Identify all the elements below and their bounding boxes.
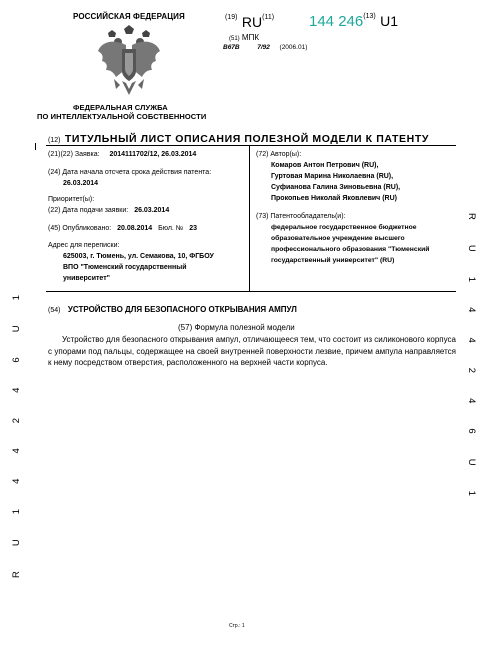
application-value: 2014111702/12, 26.03.2014 [109,151,197,158]
bulletin-label: Бюл. № [158,225,184,232]
filing-label: (22) Дата подачи заявки: [48,207,129,214]
owner-label: (73) Патентообладатель(и): [256,213,346,220]
table-bottom-rule [46,291,456,292]
agency-line-1: ФЕДЕРАЛЬНАЯ СЛУЖБА [73,103,168,112]
page-number: Стр.: 1 [229,623,245,629]
patent-id-line [225,14,274,32]
kind-code: U1 [380,13,399,29]
application-row [48,151,196,158]
ipc-group: 7/92 [257,44,270,51]
code-54: (54) [48,307,61,314]
mpk-label: МПК [241,33,259,42]
author-3: Суфианова Галина Зиновьевна (RU), [271,184,401,191]
patent-number-line [309,13,398,31]
document-title: ТИТУЛЬНЫЙ ЛИСТ ОПИСАНИЯ ПОЛЕЗНОЙ МОДЕЛИ К ПАТЕНТУ [64,133,429,145]
filing-value: 26.03.2014 [134,207,170,214]
invention-title: УСТРОЙСТВО ДЛЯ БЕЗОПАСНОГО ОТКРЫВАНИЯ АМПУЛ [67,305,297,314]
publication-value: 20.08.2014 [117,225,153,232]
ipc-edition: (2006.01) [279,44,308,51]
side-label-right: R U 1 4 4 2 4 6 U 1 [466,213,477,508]
owner-line-3: профессионального образования "Тюменский [271,246,430,253]
owner-line-4: государственный университет" (RU) [271,257,395,264]
formula-heading: (57) Формула полезной модели [178,323,295,332]
coat-of-arms-icon [96,25,162,99]
address-label: Адрес для переписки: [48,242,120,249]
term-label: (24) Дата начала отсчета срока действия патента: [48,169,212,176]
invention-title-row [48,299,297,317]
table-divider [249,145,250,291]
author-4: Прокопьев Николай Яковлевич (RU) [271,195,397,202]
formula-text-block [48,334,456,369]
ipc-class: B67B [223,44,240,51]
publication-label: (45) Опубликовано: [48,225,112,232]
code-19: (19) [225,14,238,21]
priority-label: Приоритет(ы): [48,196,95,203]
table-top-rule [46,145,456,146]
code-51: (51) [229,36,240,42]
filing-row [48,207,169,214]
country-code: RU [241,14,263,30]
author-2: Гуртовая Марина Николаевна (RU), [271,173,394,180]
agency-line-2: ПО ИНТЕЛЛЕКТУАЛЬНОЙ СОБСТВЕННОСТИ [37,112,207,121]
mpk-line [229,33,259,42]
country-name: РОССИЙСКАЯ ФЕДЕРАЦИЯ [73,12,185,21]
application-label: (21)(22) Заявка: [48,151,100,158]
authors-label: (72) Автор(ы): [256,151,302,158]
author-1: Комаров Антон Петрович (RU), [271,162,379,169]
address-line-1: 625003, г. Тюмень, ул. Семакова, 10, ФГБОУ [63,253,214,260]
owner-line-2: образовательное учреждение высшего [271,235,405,242]
formula-text: Устройство для безопасного открывания ампул, отличающееся тем, что состоит из силиконового корпуса с упорами под пальцы, содержащее на своей внутренней поверхности лезвие, причем ампула направляется к нему посредством отверстия, расположенного на верхней части корпуса. [48,335,456,368]
side-label-left: R U 1 4 4 2 4 6 U 1 [11,283,22,578]
address-line-2: ВПО "Тюменский государственный [63,264,187,271]
publication-row [48,225,197,232]
code-13: (13) [363,13,376,20]
left-tick [35,143,36,150]
patent-number: 144 246 [309,13,364,30]
bulletin-value: 23 [189,225,198,232]
owner-line-1: федеральное государственное бюджетное [271,224,417,231]
address-line-3: университет" [63,275,110,282]
ipc-line [223,44,307,51]
code-12: (12) [48,137,61,144]
code-11: (11) [262,14,275,21]
term-value: 26.03.2014 [63,180,99,187]
